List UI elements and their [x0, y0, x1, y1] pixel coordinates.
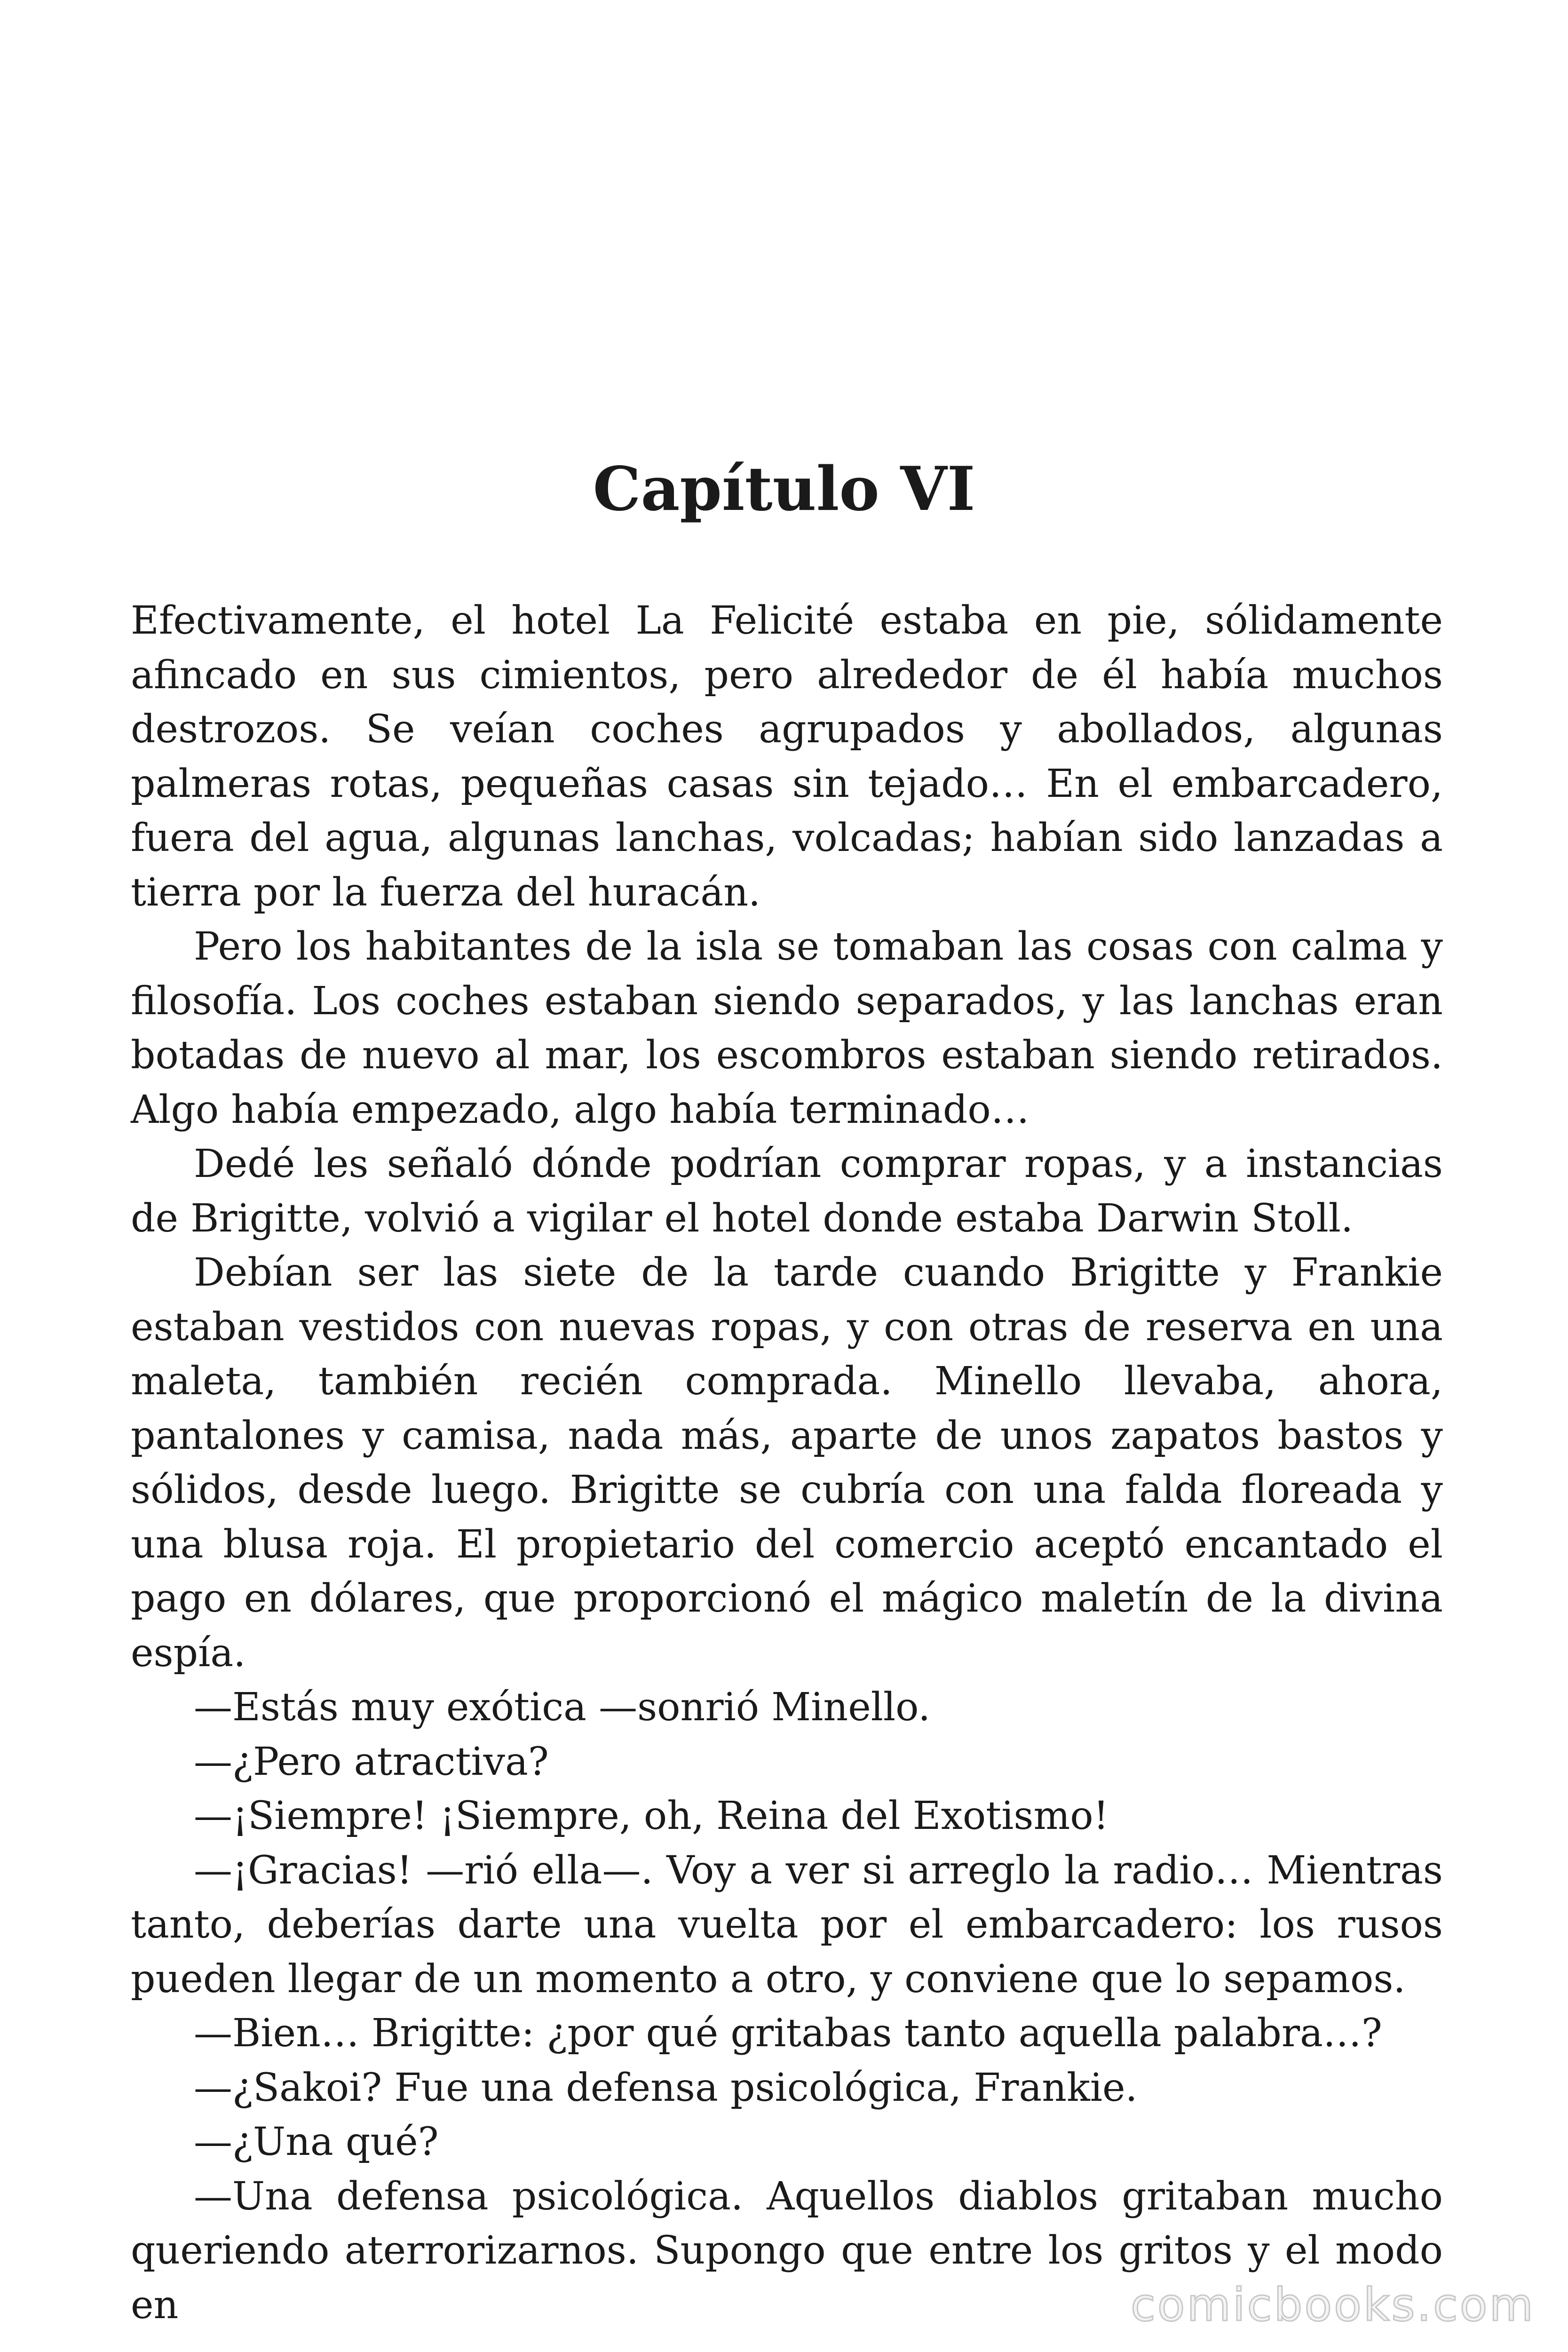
paragraph-2: Pero los habitantes de la isla se tomaban las cosas con calma y filosofía. Los coches estaban siendo separados, y las lanchas eran botadas de nuevo al mar, los escombros estaban siendo retirados. Algo había empezado, algo había terminado… [131, 924, 1443, 1132]
dialogue-line: —Bien… Brigitte: ¿por qué gritabas tanto aquella palabra…? [194, 2011, 1382, 2056]
dialogue-line: —¿Sakoi? Fue una defensa psicológica, Frankie. [194, 2065, 1138, 2110]
watermark-logo: comicbooks.com [1130, 2279, 1535, 2331]
dialogue-line: —¿Pero atractiva? [194, 1739, 549, 1784]
dialogue-line: —¡Gracias! —rió ella—. Voy a ver si arreglo la radio… Mientras tanto, deberías darte una vuelta por el embarcadero: los rusos pueden llegar de un momento a otro, y conviene que lo sepamos. [131, 1848, 1443, 2002]
paragraph-4: Debían ser las siete de la tarde cuando Brigitte y Frankie estaban vestidos con nuevas ropas, y con otras de reserva en una maleta, también recién comprada. Minello llevaba, ahora, pantalones y camisa, nada más, aparte de unos zapatos bastos y sólidos, desde luego. Brigitte se cubría con una falda floreada y una blusa roja. El propietario del comercio aceptó encantado el pago en dólares, que proporcionó el mágico maletín de la divina espía. [131, 1250, 1443, 1676]
dialogue-line: —¡Siempre! ¡Siempre, oh, Reina del Exotismo! [194, 1794, 1109, 1838]
dialogue-line: —¿Una qué? [194, 2120, 439, 2164]
paragraph-1: Efectivamente, el hotel La Felicité estaba en pie, sólidamente afincado en sus cimientos, pero alrededor de él había muchos destrozos. Se veían coches agrupados y abollados, algunas palmeras rotas, pequeñas casas sin tejado… En el embarcadero, fuera del agua, algunas lanchas, volcadas; habían sido lanzadas a tierra por la fuerza del huracán. [131, 598, 1443, 915]
dialogue-line: —Una defensa psicológica. Aquellos diablos gritaban mucho queriendo aterrorizarnos. Supongo que entre los gritos y el modo en [131, 2174, 1443, 2328]
chapter-title: Capítulo VI [593, 454, 975, 524]
body-text [131, 594, 1443, 2332]
paragraph-3: Dedé les señaló dónde podrían comprar ropas, y a instancias de Brigitte, volvió a vigilar el hotel donde estaba Darwin Stoll. [131, 1142, 1443, 1241]
dialogue-line: —Estás muy exótica —sonrió Minello. [194, 1685, 931, 1730]
